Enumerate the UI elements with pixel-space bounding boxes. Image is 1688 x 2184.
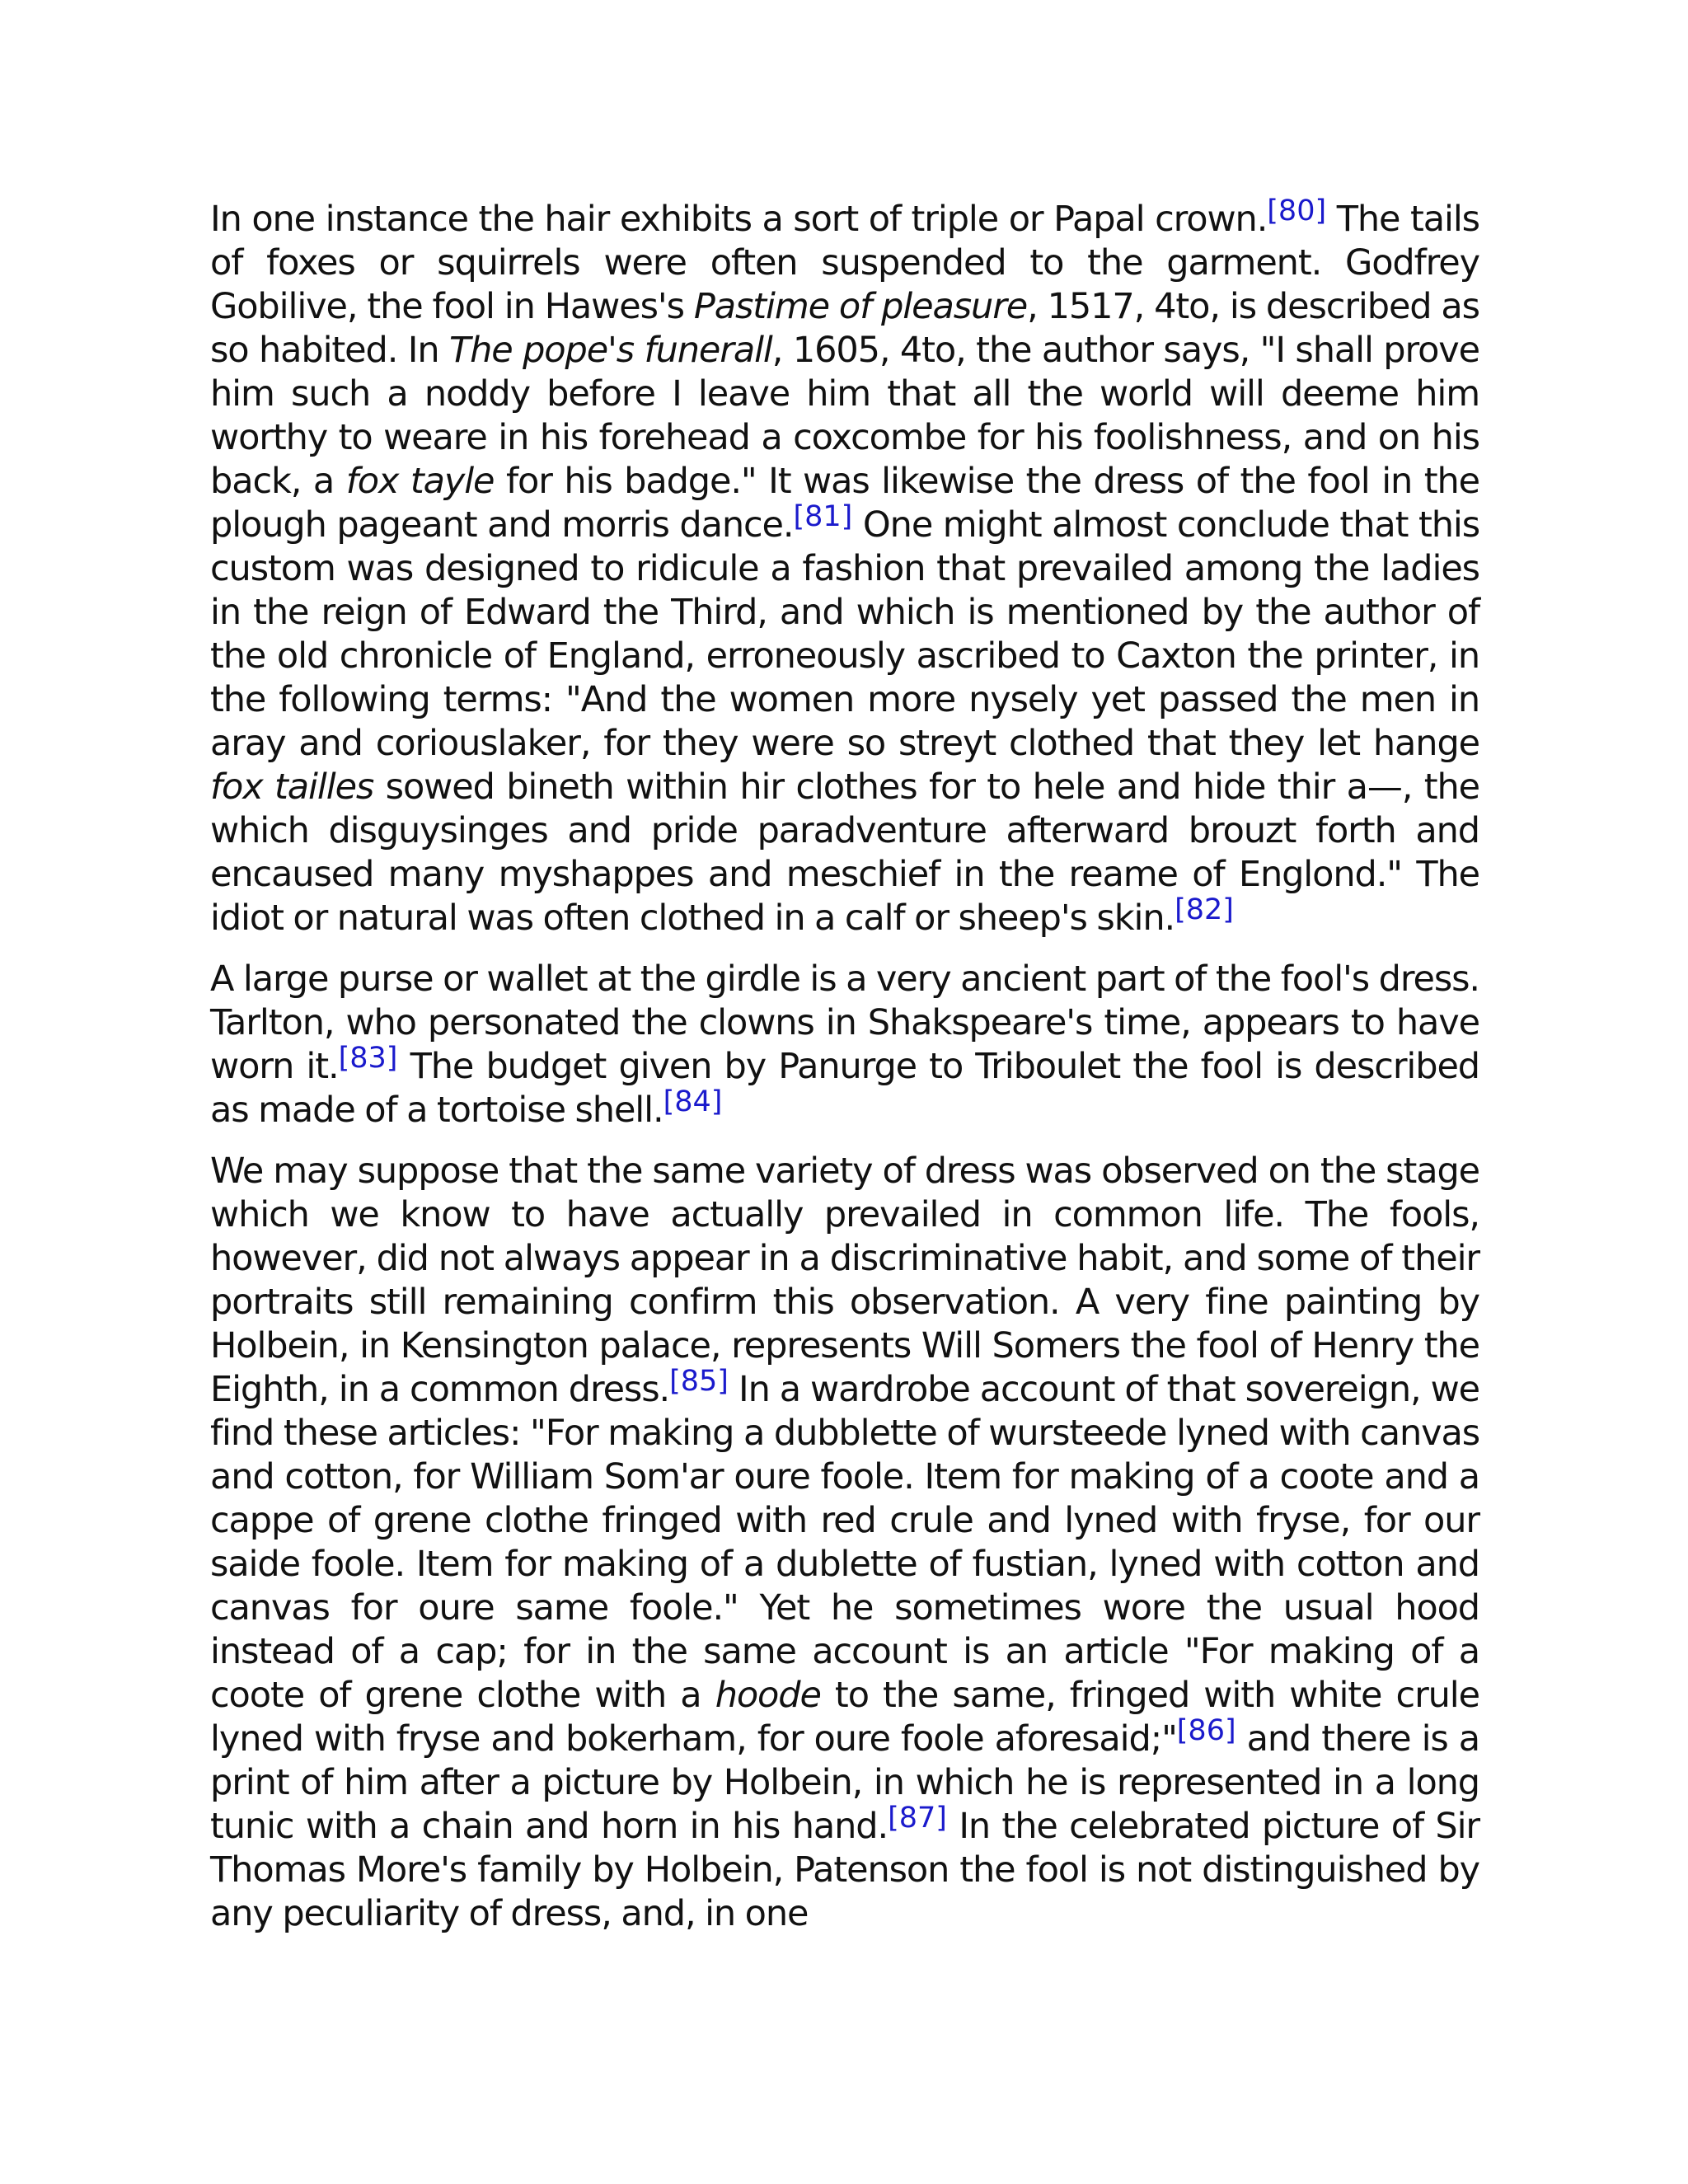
body-text: One might almost conclude that this custom was designed to ridicule a fashion that prevailed among the ladies in the reign of Edward the Third, and which is mentioned by the author of the old chronicle of England, erroneously ascribed to Caxton the printer, in the following terms: "And the women more nysely yet passed the men in aray and coriouslaker, for they were so streyt clothed that they let hange [210, 504, 1480, 764]
italic-title: fox tailles [210, 766, 374, 808]
document-body [210, 194, 1480, 1953]
body-text: for his badge." It was likewise the dress of the fool in the plough pageant and morris dance. [210, 461, 1479, 546]
body-text: The tails of foxes or squirrels were often suspended to the garment. Godfrey Gobilive, the fool in Hawes's [210, 199, 1479, 327]
paragraph-3 [210, 1150, 1479, 1936]
body-text: In a wardrobe account of that sovereign, we find these articles: "For making a dubblette of wursteede lyned with canvas and cotton, for William Som'ar oure foole. Item for making of a coote and a cappe of grene clothe fringed with red crule and lyned with fryse, for our saide foole. Item for making of a dublette of fustian, lyned with cotton and canvas for oure same foole." Yet he sometimes wore the usual hood instead of a cap; for in the same account is an article "For making of a coote of grene clothe with a [210, 1369, 1479, 1716]
footnote-link[interactable]: [87] [888, 1802, 947, 1835]
body-text: A large purse or wallet at the girdle is a very ancient part of the fool's dress. Tarlton, who personated the clowns in Shakspeare's time, appears to have worn it. [210, 958, 1479, 1087]
body-text: In the celebrated picture of Sir Thomas More's family by Holbein, Patenson the fool is not distinguished by any peculiarity of dress, and, in one [210, 1806, 1479, 1934]
paragraph-1 [210, 194, 1480, 940]
body-text: and there is a print of him after a picture by Holbein, in which he is represented in a long tunic with a chain and horn in his hand. [210, 1718, 1479, 1847]
body-text: The budget given by Panurge to Triboulet the fool is described as made of a tortoise shell. [210, 1046, 1480, 1131]
italic-title: The pope's funerall [448, 330, 772, 371]
body-text: , 1517, 4to, is described as so habited. In [210, 286, 1479, 371]
footnote-link[interactable]: [84] [663, 1085, 723, 1118]
footnote-link[interactable]: [83] [338, 1042, 398, 1075]
body-text: In one instance the hair exhibits a sort of triple or Papal crown. [210, 199, 1268, 240]
italic-title: Pastime of pleasure [693, 286, 1028, 327]
footnote-link[interactable]: [86] [1176, 1714, 1236, 1747]
footnote-link[interactable]: [82] [1175, 893, 1234, 926]
footnote-link[interactable]: [80] [1267, 194, 1327, 227]
body-text: to the same, fringed with white crule lyned with fryse and bokerham, for oure foole aforesaid;" [210, 1675, 1480, 1760]
footnote-link[interactable]: [85] [669, 1365, 729, 1398]
italic-title: hoode [715, 1675, 821, 1716]
paragraph-2 [210, 958, 1479, 1132]
footnote-link[interactable]: [81] [793, 500, 853, 533]
body-text: , 1605, 4to, the author says, "I shall prove him such a noddy before I leave him that all the world will deeme him worthy to weare in his forehead a coxcombe for his foolishness, and on his back, a [210, 330, 1479, 502]
italic-title: fox tayle [345, 461, 495, 502]
body-text: We may suppose that the same variety of dress was observed on the stage which we know to have actually prevailed in common life. The fools, however, did not always appear in a discriminative habit, and some of their portraits still remaining confirm this observation. A very fine painting by Holbein, in Kensington palace, represents Will Somers the fool of Henry the Eighth, in a common dress. [210, 1151, 1479, 1410]
body-text: sowed bineth within hir clothes for to hele and hide thir a—, the which disguysinges and pride paradventure afterward brouzt forth and encaused many myshappes and meschief in the reame of Englond." The idiot or natural was often clothed in a calf or sheep's skin. [210, 766, 1479, 939]
